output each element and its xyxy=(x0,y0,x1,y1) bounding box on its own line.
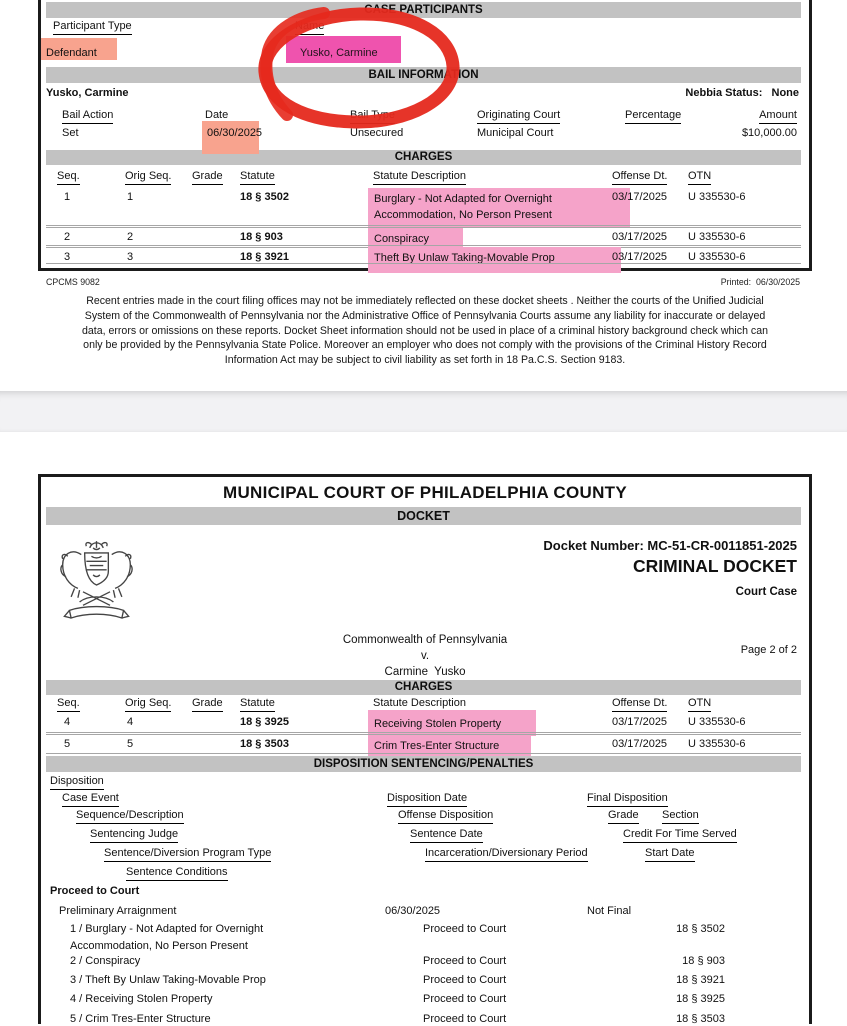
case-event-header: Case Event xyxy=(62,792,119,807)
section-header: Section xyxy=(662,809,699,824)
charge-orig-seq: 3 xyxy=(127,251,134,263)
sentence-diversion-program-header: Sentence/Diversion Program Type xyxy=(104,847,271,862)
charge-offense-dt: 03/17/2025 xyxy=(612,251,668,263)
bail-action-header: Bail Action xyxy=(62,109,113,124)
disposition-charge-description: 1 / Burglary - Not Adapted for Overnight Accommodation, No Person Present xyxy=(70,923,264,952)
bail-information-bar: BAIL INFORMATION xyxy=(46,67,801,83)
charge-statute: 18 § 3925 xyxy=(240,716,289,728)
orig-seq-header: Orig Seq. xyxy=(125,170,171,185)
statute-description-header: Statute Description xyxy=(373,170,466,185)
sentence-conditions-header: Sentence Conditions xyxy=(126,866,228,881)
incarceration-period-header: Incarceration/Diversionary Period xyxy=(425,847,588,862)
docket-page-1 xyxy=(38,0,812,271)
offense-dt-header: Offense Dt. xyxy=(612,697,667,712)
offense-disposition-value: Proceed to Court xyxy=(423,974,507,986)
credit-for-time-served-header: Credit For Time Served xyxy=(623,828,737,843)
participant-type-value: Defendant xyxy=(46,47,97,59)
disposition-statute: 18 § 3503 xyxy=(676,1013,725,1025)
offense-disposition-value: Proceed to Court xyxy=(423,1013,507,1025)
charge-offense-dt: 03/17/2025 xyxy=(612,716,668,728)
charge-description: Burglary - Not Adapted for Overnight Accommodation, No Person Present xyxy=(374,193,552,221)
name-header: Name xyxy=(295,20,324,35)
disposition-charge-description: 5 / Crim Tres-Enter Structure xyxy=(70,1013,211,1025)
disposition-charge-description: 2 / Conspiracy xyxy=(70,955,141,967)
disposition-statute: 18 § 903 xyxy=(682,955,725,967)
docket-bar: DOCKET xyxy=(46,507,801,525)
case-caption-line1: Commonwealth of Pennsylvania xyxy=(342,634,508,646)
charge-otn: U 335530-6 xyxy=(688,738,746,750)
sentencing-judge-header: Sentencing Judge xyxy=(90,828,178,843)
grade-col-header: Grade xyxy=(608,809,639,824)
bail-type-value: Unsecured xyxy=(350,127,404,139)
amount-header: Amount xyxy=(759,109,797,124)
printed-date-footnote: Printed: 06/30/2025 xyxy=(720,277,800,287)
case-participants-bar: CASE PARTICIPANTS xyxy=(46,2,801,18)
docket-id-block xyxy=(543,538,797,598)
nebbia-status-value: None xyxy=(771,87,799,99)
sequence-description-header: Sequence/Description xyxy=(76,809,184,824)
nebbia-status-label: Nebbia Status: xyxy=(685,87,763,99)
disposition-date-header: Disposition Date xyxy=(387,792,467,807)
disposition-charge-description: 3 / Theft By Unlaw Taking-Movable Prop xyxy=(70,974,266,986)
case-event-value: Preliminary Arraignment xyxy=(59,905,177,917)
charge-otn: U 335530-6 xyxy=(688,716,746,728)
charge-description-highlighted xyxy=(368,247,621,273)
docket-page-2 xyxy=(38,474,812,1024)
final-disposition-header: Final Disposition xyxy=(587,792,668,807)
charge-seq: 2 xyxy=(64,231,71,243)
otn-header: OTN xyxy=(688,170,711,185)
grade-header: Grade xyxy=(192,170,223,185)
charge-description: Receiving Stolen Property xyxy=(374,718,502,730)
charge-otn: U 335530-6 xyxy=(688,231,746,243)
bail-date-value: 06/30/2025 xyxy=(207,127,263,139)
disposition-charge-description: 4 / Receiving Stolen Property xyxy=(70,993,213,1005)
court-case-label: Court Case xyxy=(735,586,797,598)
bail-action-value: Set xyxy=(62,127,79,139)
offense-disposition-value: Proceed to Court xyxy=(423,993,507,1005)
orig-seq-header: Orig Seq. xyxy=(125,697,171,712)
charge-statute: 18 § 903 xyxy=(240,231,283,243)
charge-otn: U 335530-6 xyxy=(688,191,746,203)
bail-date-header: Date xyxy=(205,109,228,124)
participant-type-header: Participant Type xyxy=(53,20,132,35)
disposition-statute: 18 § 3921 xyxy=(676,974,725,986)
form-id-footnote: CPCMS 9082 xyxy=(46,277,100,287)
charge-orig-seq: 1 xyxy=(127,191,134,203)
charge-seq: 5 xyxy=(64,738,71,750)
offense-disposition-value: Proceed to Court xyxy=(423,923,507,935)
participant-name-value: Yusko, Carmine xyxy=(300,47,378,59)
charge-statute: 18 § 3502 xyxy=(240,191,289,203)
participant-type-value-highlighted xyxy=(41,38,117,60)
disposition-statute: 18 § 3502 xyxy=(676,923,725,935)
start-date-header: Start Date xyxy=(645,847,695,862)
statute-header: Statute xyxy=(240,170,275,185)
court-title: MUNICIPAL COURT OF PHILADELPHIA COUNTY xyxy=(223,483,627,502)
otn-header: OTN xyxy=(688,697,711,712)
disclaimer-text: Recent entries made in the court filing offices may not be immediately reflected on these docket sheets . Neither the courts of the Unified Judicial System of the Commonwealth of Pennsylvania nor the Administrative Office of Pennsylvania Courts assume any liability for inaccurate or delayed data, errors or omissions on these reports. Docket Sheet information should not be used in place of a criminal history background check which can only be provided by the Pennsylvania State Police. Moreover an employer who does not comply with the provisions of the Criminal History Record Information Act may be subject to civil liability as set forth in 18 Pa.C.S. Section 9183. xyxy=(81,295,768,367)
charge-statute: 18 § 3503 xyxy=(240,738,289,750)
charge-offense-dt: 03/17/2025 xyxy=(612,191,668,203)
disposition-header: Disposition xyxy=(50,775,104,790)
table-bottom-line xyxy=(46,753,801,754)
charges-bar-p2: CHARGES xyxy=(46,680,801,695)
disposition-date-value: 06/30/2025 xyxy=(385,905,441,917)
case-caption-line3: Carmine Yusko xyxy=(384,666,466,678)
originating-court-header: Originating Court xyxy=(477,109,560,124)
charge-orig-seq: 2 xyxy=(127,231,134,243)
page-number-label: Page 2 of 2 xyxy=(740,644,797,656)
charge-seq: 1 xyxy=(64,191,71,203)
table-bottom-line xyxy=(46,263,801,264)
statute-description-header: Statute Description xyxy=(373,697,466,712)
final-disposition-value: Not Final xyxy=(587,905,632,917)
pennsylvania-coat-of-arms xyxy=(54,536,139,629)
sentence-date-header: Sentence Date xyxy=(410,828,483,843)
charge-offense-dt: 03/17/2025 xyxy=(612,231,668,243)
participant-name-value-highlighted xyxy=(286,36,401,63)
offense-disposition-value: Proceed to Court xyxy=(423,955,507,967)
charge-seq: 4 xyxy=(64,716,71,728)
charge-statute: 18 § 3921 xyxy=(240,251,289,263)
page-separator xyxy=(0,391,847,432)
charge-description: Crim Tres-Enter Structure xyxy=(374,740,500,752)
statute-header: Statute xyxy=(240,697,275,712)
bail-type-header: Bail Type xyxy=(350,109,395,124)
case-caption-v: v. xyxy=(420,650,430,662)
disposition-sentencing-bar: DISPOSITION SENTENCING/PENALTIES xyxy=(46,756,801,772)
grade-header: Grade xyxy=(192,697,223,712)
docket-number: Docket Number: MC-51-CR-0011851-2025 xyxy=(543,538,797,553)
charge-description: Theft By Unlaw Taking-Movable Prop xyxy=(374,252,555,264)
offense-dt-header: Offense Dt. xyxy=(612,170,667,185)
bail-person-name: Yusko, Carmine xyxy=(46,87,129,99)
offense-disposition-header: Offense Disposition xyxy=(398,809,493,824)
percentage-header: Percentage xyxy=(625,109,681,124)
charges-bar-p1: CHARGES xyxy=(46,150,801,165)
charge-otn: U 335530-6 xyxy=(688,251,746,263)
charge-orig-seq: 5 xyxy=(127,738,134,750)
charge-description-highlighted xyxy=(368,188,630,227)
criminal-docket-title: CRIMINAL DOCKET xyxy=(633,556,797,576)
disposition-statute: 18 § 3925 xyxy=(676,993,725,1005)
seq-header: Seq. xyxy=(57,170,80,185)
charge-offense-dt: 03/17/2025 xyxy=(612,738,668,750)
bail-amount-value: $10,000.00 xyxy=(741,127,797,139)
charge-seq: 3 xyxy=(64,251,71,263)
seq-header: Seq. xyxy=(57,697,80,712)
charge-description: Conspiracy xyxy=(374,233,430,245)
charge-orig-seq: 4 xyxy=(127,716,134,728)
originating-court-value: Municipal Court xyxy=(477,127,554,139)
disposition-group-title: Proceed to Court xyxy=(50,885,140,897)
nebbia-status xyxy=(685,87,799,100)
